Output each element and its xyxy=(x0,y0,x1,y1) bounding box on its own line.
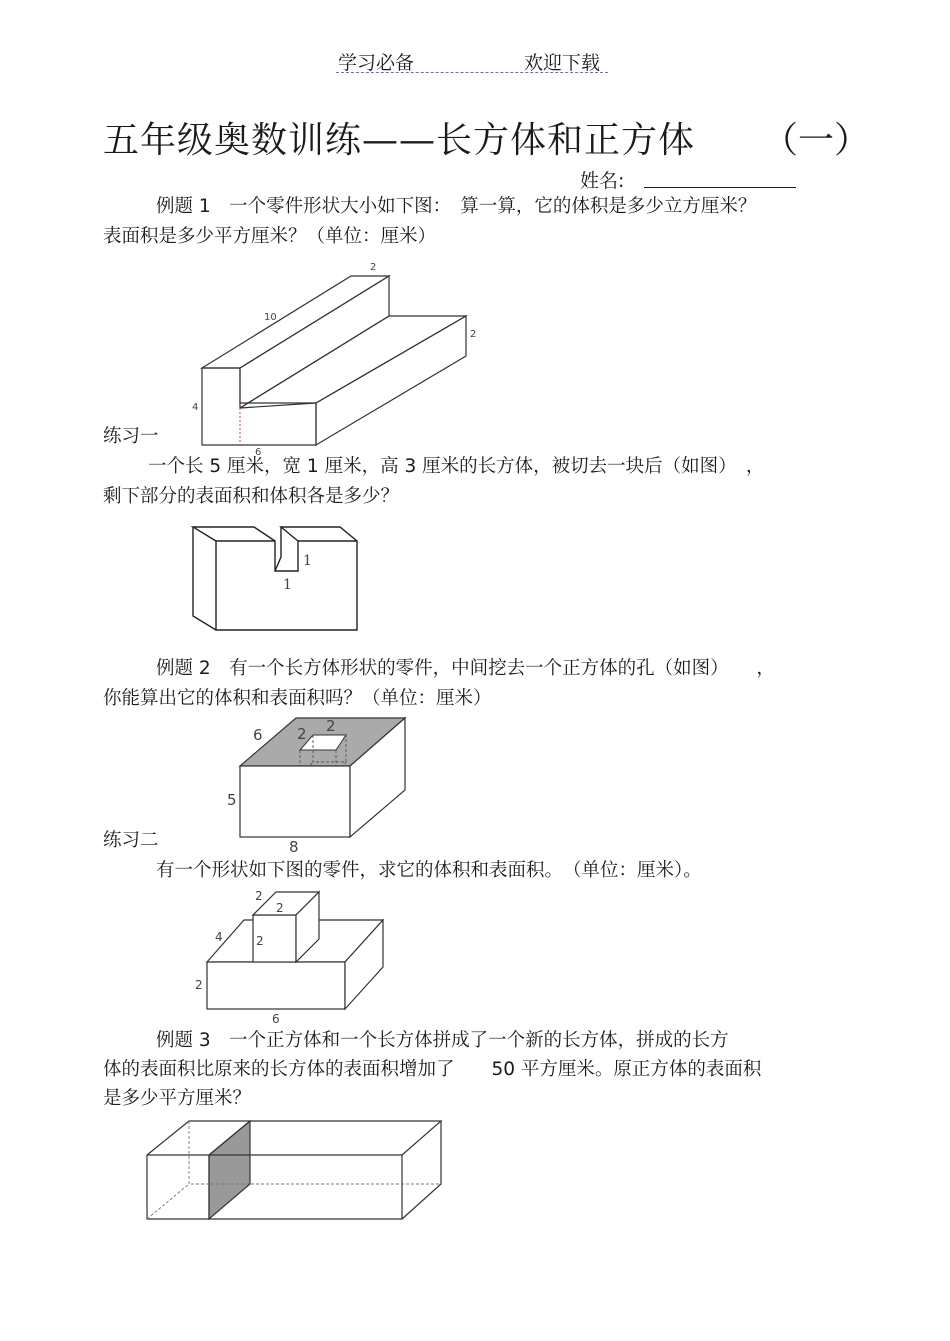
header-left-text: 学习必备 xyxy=(338,52,415,74)
ex1-label-right: 2 xyxy=(470,329,477,340)
ex2b-label-cube-depth: 2 xyxy=(255,889,263,903)
ex2b-label-cube-front: 2 xyxy=(256,934,264,948)
exercise1-line1: 一个长 5 厘米，宽 1 厘米，高 3 厘米的长方体，被切去一块后（如图） ， xyxy=(148,456,765,477)
ex2-label-height: 5 xyxy=(227,791,237,809)
exercise2-heading: 练习二 xyxy=(103,830,159,851)
ex3-right-face xyxy=(402,1121,441,1219)
page-title: 五年级奥数训练——长方体和正方体 xyxy=(103,120,696,161)
ex2b-label-base-height: 2 xyxy=(195,978,203,992)
ex1-label-top: 2 xyxy=(370,262,377,273)
ex2-label-length: 8 xyxy=(289,838,299,856)
exercise1-heading: 练习一 xyxy=(103,426,159,447)
ex1-label-bottom: 6 xyxy=(255,447,262,458)
ex2-label-hole-top: 2 xyxy=(326,717,336,735)
example2-line2: 你能算出它的体积和表面积吗？（单位：厘米） xyxy=(103,688,492,709)
example1-line2: 表面积是多少平方厘米？（单位：厘米） xyxy=(103,226,437,247)
ex1-label-length: 10 xyxy=(264,312,277,323)
name-label: 姓名: xyxy=(580,170,625,192)
exercise2-line1: 有一个形状如下图的零件，求它的体积和表面积。 （单位：厘米）。 xyxy=(156,860,702,881)
ex1b-label-bottom: 1 xyxy=(283,577,292,593)
ex3-front-face xyxy=(147,1155,402,1219)
page-title-number: （一） xyxy=(762,120,871,161)
example2-line1: 例题 2 有一个长方体形状的零件，中间挖去一个正方体的孔（如图） ， xyxy=(156,658,775,679)
ex3-shaded-face xyxy=(209,1121,250,1219)
ex3-top-back xyxy=(147,1121,441,1155)
ex1-label-left: 4 xyxy=(192,402,199,413)
ex2-label-hole-side: 2 xyxy=(297,725,307,743)
header-right-text: 欢迎下载 xyxy=(524,52,601,74)
example3-line2: 体的表面积比原来的长方体的表面积增加了 50 平方厘米。原正方体的表面积 xyxy=(103,1059,762,1080)
exercise1-line2: 剩下部分的表面积和体积各是多少？ xyxy=(103,486,400,507)
ex2b-label-base-depth: 4 xyxy=(215,930,223,944)
ex2b-label-base-length: 6 xyxy=(272,1012,280,1026)
example3-line1: 例题 3 一个正方体和一个长方体拼成了一个新的长方体，拼成的长方 xyxy=(156,1030,729,1051)
ex2-label-depth: 6 xyxy=(253,726,263,744)
ex2b-label-cube-top: 2 xyxy=(276,901,284,915)
ex1b-label-side: 1 xyxy=(303,553,312,569)
example3-line3: 是多少平方厘米？ xyxy=(103,1088,252,1109)
example1-line1: 例题 1 一个零件形状大小如下图： 算一算，它的体积是多少立方厘米？ xyxy=(156,196,757,217)
